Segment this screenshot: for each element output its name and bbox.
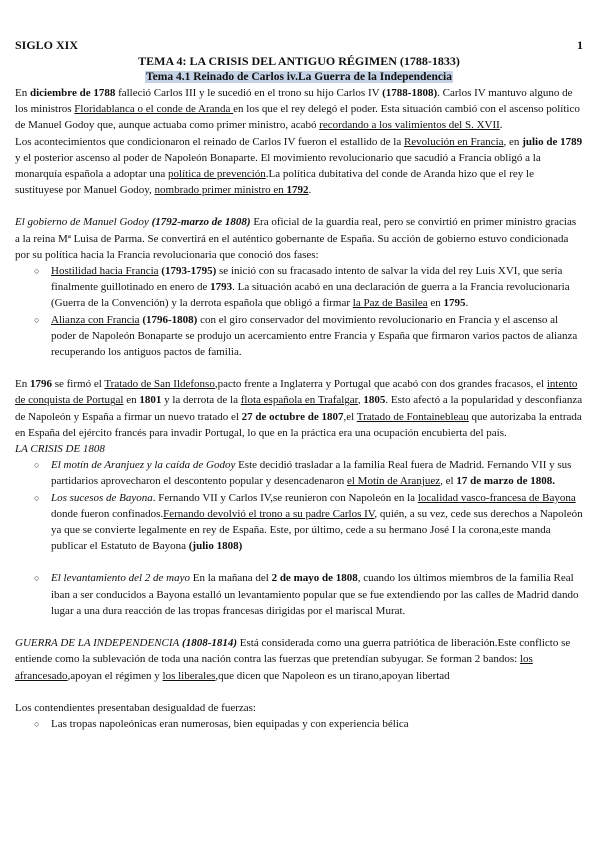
contendientes-list [15,716,583,732]
list-item: ○ Las tropas napoleónicas eran numerosas, bien equipadas y con experiencia bélica [51,716,583,732]
paragraph-guerra: GUERRA DE LA INDEPENDENCIA (1808-1814) Está considerada como una guerra patriótica de liberación.Este conflicto se entiende como la sublevación de toda una nación contra las fuerzas que pretendían subyugar. Se forman 2 bandos: los afrancesado,apoyan el régimen y los liberales,que dicen que Napoleon es un tirano,apoyan libertad [15,637,571,682]
spacer [15,198,583,214]
spacer [15,684,583,700]
spacer [15,360,583,376]
list-item: ○ Alianza con Francia (1796-1808) con el giro conservador del movimiento revolucionario en Francia y el ascenso al poder de Napoleón Bonaparte se produjo un acercamiento entre Francia y España que firmaron varios pactos de alianza recuperando los antiguos pactos de familia. [51,312,583,361]
section-heading-crisis: LA CRISIS DE 1808 [15,443,105,456]
paragraph-contendientes: Los contendientes presentaban desigualdad de fuerzas: [15,701,256,714]
crisis-list [15,457,583,554]
header-section-label: SIGLO XIX [15,38,79,52]
document-page [15,38,583,732]
page-header [15,38,583,52]
godoy-phases-list [15,263,583,360]
paragraph-events: Los acontecimientos que condicionaron el reinado de Carlos IV fueron el estallido de la Revolución en Francia, en julio de 1789 y el posterior ascenso al poder de Napoleón Bonaparte. El movimiento revolucionario que sacudió a Francia obligó a la monarquía española a adoptar una política de prevención.La política dubitativa del conde de Aranda hizo que el rey le sustituyese por Manuel Godoy, nombrado primer ministro en 1792. [15,135,583,197]
spacer [15,554,583,570]
page-number: 1 [577,38,583,52]
document-subtitle [15,69,583,85]
spacer [15,619,583,635]
subtitle-highlight: Tema 4.1 Reinado de Carlos iv.La Guerra de la Independencia [146,71,452,83]
list-item: ○ Los sucesos de Bayona. Fernando VII y Carlos IV,se reunieron con Napoleón en la localidad vasco-francesa de Bayona donde fueron confinados.Fernando devolvió el trono a su padre Carlos IV, quién, a su vez, cede sus derechos a Napoleón ya que se convierte legalmente en rey de España. Este, por último, cede a su hermano José I la corona,este manda publicar el Estatuto de Bayona (julio 1808) [51,490,583,555]
paragraph-godoy: El gobierno de Manuel Godoy (1792-marzo de 1808) Era oficial de la guardia real, pero se convirtió en primer ministro gracias a la reina Mª Luisa de Parma. Se convertirá en el auténtico gobernante de España. Su acción de gobierno estuvo condicionada por su política hacia la Francia revolucionaria que conoció dos fases: [15,216,577,261]
crisis-list-continued [15,570,583,619]
paragraph-intro: En diciembre de 1788 falleció Carlos III y le sucedió en el trono su hijo Carlos IV (1788-1808). Carlos IV mantuvo alguno de los ministros Floridablanca o el conde de Aranda en los que el rey delegó el poder. Esta situación cambió con el ascenso político de Manuel Godoy que, aunque actuaba como primer ministro, acabó recordando a los valimientos del S. XVII. [15,87,580,132]
list-item: ○ Hostilidad hacia Francia (1793-1795) se inició con su fracasado intento de salvar la vida del rey Luis XVI, que sería finalmente guillotinado en enero de 1793. La situación acabó en una declaración de guerra a la Francia revolucionaria (Guerra de la Convención) y la derrota española que obligó a firmar la Paz de Basilea en 1795. [51,263,583,312]
document-title: TEMA 4: LA CRISIS DEL ANTIGUO RÉGIMEN (1788-1833) [138,54,460,68]
list-item: ○ El motín de Aranjuez y la caída de Godoy Este decidió trasladar a la familia Real fuera de Madrid. Fernando VII y sus partidarios aprovecharon el descontento popular y desencadenaron el Motín de Aranjuez, el 17 de marzo de 1808. [51,457,583,489]
paragraph-treaties: En 1796 se firmó el Tratado de San Ildefonso,pacto frente a Inglaterra y Portugal que acabó con dos grandes fracasos, el intento de conquista de Portugal en 1801 y la derrota de la flota española en Trafalgar, 1805. Esto afectó a la popularidad y desconfianza de Napoleón y España a firmar un nuevo tratado el 27 de octubre de 1807,el Tratado de Fontainebleau que autorizaba la entrada en España del ejército francés para invadir Portugal, lo que en la práctica era una ocupación encubierta del país. [15,378,583,439]
list-item: ○ El levantamiento del 2 de mayo En la mañana del 2 de mayo de 1808, cuando los últimos miembros de la familia Real iban a ser conducidos a Bayona estalló un levantamiento popular que se fue extendiendo por las calles de Madrid dando lugar a una dura reacción de las tropas francesas dirigidas por el mariscal Murat. [51,570,583,619]
